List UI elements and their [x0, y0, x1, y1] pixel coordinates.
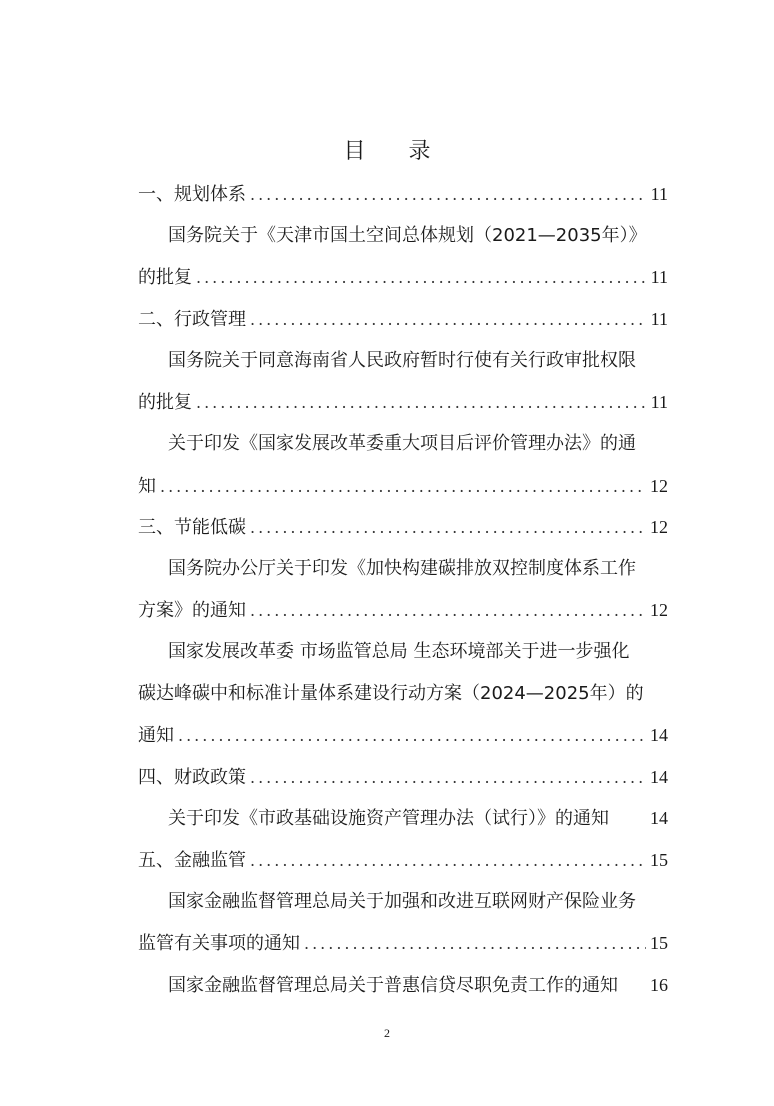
leader-dots — [250, 306, 647, 334]
entry-text: 国务院关于同意海南省人民政府暂时行使有关行政审批权限 — [168, 350, 636, 371]
entry-page: 11 — [650, 184, 668, 204]
toc-entry-section[interactable] — [138, 513, 668, 541]
entry-text: 国务院办公厅关于印发《加快构建碳排放双控制度体系工作 — [168, 558, 636, 579]
leader-dots — [160, 473, 646, 501]
entry-text: 三、节能低碳 — [138, 517, 246, 538]
toc-entry[interactable] — [168, 222, 668, 250]
entry-page: 16 — [650, 975, 668, 995]
toc-title: 目 录 — [343, 139, 449, 164]
entry-page: 12 — [650, 476, 668, 496]
entry-text: 通知 — [138, 725, 174, 746]
entry-text: 五、金融监管 — [138, 850, 246, 871]
leader-dots — [304, 930, 646, 958]
leader-dots — [196, 264, 647, 292]
leader-dots — [178, 722, 646, 750]
toc-entry-section[interactable] — [138, 763, 668, 791]
leader-dots — [250, 181, 647, 209]
entry-text: 碳达峰碳中和标准计量体系建设行动方案（2024—2025年）的 — [138, 683, 644, 704]
entry-text: 的批复 — [138, 267, 192, 288]
toc-entry[interactable] — [168, 555, 668, 583]
leader-dots — [250, 597, 646, 625]
leader-dots — [250, 514, 646, 542]
toc-entry[interactable] — [138, 263, 668, 291]
entry-text: 国务院关于《天津市国土空间总体规划（2021—2035年）》 — [168, 225, 647, 246]
entry-page: 11 — [650, 392, 668, 412]
toc-entry-section[interactable] — [138, 180, 668, 208]
leader-dots — [250, 764, 646, 792]
toc-entry[interactable] — [168, 804, 668, 832]
toc-entry[interactable] — [138, 472, 668, 500]
page-number: 2 — [384, 1026, 390, 1040]
entry-page: 11 — [650, 309, 668, 329]
entry-text: 一、规划体系 — [138, 184, 246, 205]
entry-page: 11 — [650, 267, 668, 287]
toc-entry-section[interactable] — [138, 846, 668, 874]
entry-text: 国家发展改革委 市场监管总局 生态环境部关于进一步强化 — [168, 641, 630, 662]
entry-page: 14 — [650, 808, 668, 828]
toc-entry[interactable] — [138, 680, 668, 708]
toc-entry-section[interactable] — [138, 305, 668, 333]
toc-entry[interactable] — [138, 596, 668, 624]
entry-page: 12 — [650, 600, 668, 620]
entry-text: 二、行政管理 — [138, 309, 246, 330]
toc-entry[interactable] — [168, 888, 668, 916]
toc-entry[interactable] — [138, 721, 668, 749]
entry-page: 14 — [650, 767, 668, 787]
toc-entry[interactable] — [138, 388, 668, 416]
entry-text: 关于印发《国家发展改革委重大项目后评价管理办法》的通 — [168, 433, 636, 454]
toc-entry[interactable] — [168, 347, 668, 375]
toc-entry[interactable] — [168, 430, 668, 458]
entry-text: 知 — [138, 476, 156, 497]
toc-entry[interactable] — [138, 929, 668, 957]
entry-text: 国家金融监督管理总局关于普惠信贷尽职免责工作的通知 — [168, 975, 618, 996]
toc-entry[interactable] — [168, 638, 668, 666]
entry-text: 监管有关事项的通知 — [138, 933, 300, 954]
entry-text: 的批复 — [138, 392, 192, 413]
entry-text: 关于印发《市政基础设施资产管理办法（试行）》的通知 — [168, 808, 609, 829]
toc-entry[interactable] — [168, 971, 668, 999]
leader-dots — [250, 847, 646, 875]
entry-page: 15 — [650, 933, 668, 953]
entry-text: 四、财政政策 — [138, 767, 246, 788]
entry-text: 方案》的通知 — [138, 600, 246, 621]
entry-page: 15 — [650, 850, 668, 870]
entry-page: 14 — [650, 725, 668, 745]
entry-text: 国家金融监督管理总局关于加强和改进互联网财产保险业务 — [168, 891, 636, 912]
entry-page: 12 — [650, 517, 668, 537]
leader-dots — [196, 389, 647, 417]
